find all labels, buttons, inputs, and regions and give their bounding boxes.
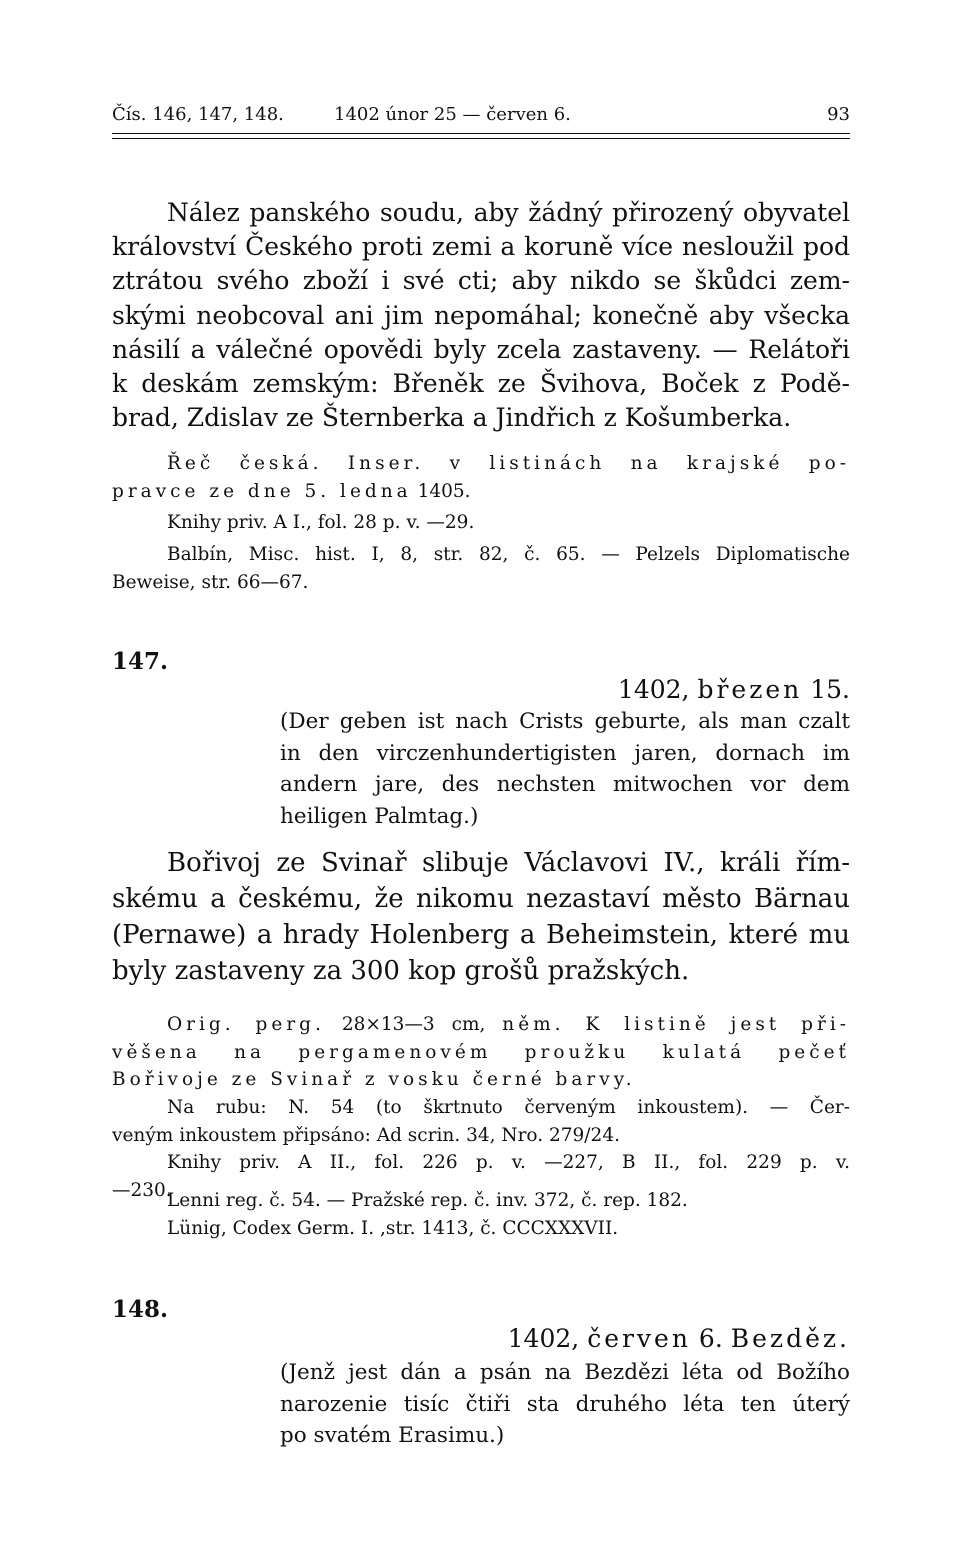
note-line: Lenni reg. č. 54. — Pražské rep. č. inv. 372, č. rep. 182. bbox=[167, 1190, 688, 1211]
note-line: Beweise, str. 66—67. bbox=[112, 571, 309, 593]
doc147-note-registers bbox=[112, 1187, 850, 1215]
preamble-line: (Jenž jest dán a psán na Bezdězi léta od Božího bbox=[280, 1360, 850, 1385]
doc147-note-literature bbox=[112, 1215, 850, 1243]
note-line: Knihy priv. A II., fol. 226 p. v. —227, B II., fol. 229 p. v. bbox=[167, 1152, 850, 1173]
doc146-note-language bbox=[112, 450, 850, 505]
note-line: veným inkoustem připsáno: Ad scrin. 34, Nro. 279/24. bbox=[112, 1124, 620, 1146]
summary-line: (Pernawe) a hrady Holenberg a Beheimstein, které mu bbox=[112, 920, 850, 950]
doc148-preamble bbox=[280, 1357, 850, 1452]
header-date-range: 1402 únor 25 — červen 6. bbox=[334, 104, 571, 125]
note-line: pravce ze dne 5. ledna bbox=[112, 480, 412, 502]
preamble-line: po svatém Erasimu.) bbox=[280, 1423, 505, 1448]
summary-line: násilí a válečné opovědi byly zcela zastaveny. — Relátoři bbox=[112, 334, 850, 364]
date-place: Bezděz. bbox=[730, 1324, 850, 1353]
doc147-number: 147. bbox=[112, 648, 169, 675]
header-rule-bottom bbox=[112, 138, 850, 139]
page-number: 93 bbox=[827, 104, 850, 125]
date-month: březen bbox=[697, 675, 803, 704]
date-day: 6. bbox=[698, 1324, 723, 1353]
preamble-line: in den virczenhundertigisten jaren, dornach im bbox=[280, 740, 850, 766]
note-line: —230. bbox=[112, 1179, 172, 1201]
summary-line: ztrátou svého zboží i své cti; aby nikdo se škůdci zem- bbox=[112, 266, 850, 296]
doc146-note-literature bbox=[112, 541, 850, 596]
date-day: 15. bbox=[810, 675, 850, 704]
note-measure: 28×13—3 cm, bbox=[341, 1014, 486, 1035]
summary-line: brad, Zdislav ze Šternberka a Jindřich z Košumberka. bbox=[112, 403, 792, 433]
header-rule-top bbox=[112, 133, 850, 134]
note-line: Balbín, Misc. hist. I, 8, str. 82, č. 65. — Pelzels Diplomatische bbox=[167, 544, 850, 565]
preamble-line: heiligen Palmtag.) bbox=[280, 803, 479, 829]
note-line: Orig. perg. bbox=[167, 1014, 325, 1035]
date-year: 1402, bbox=[507, 1324, 580, 1353]
summary-line: k deskám zemským: Břeněk ze Švihova, Boček z Podě- bbox=[112, 369, 850, 399]
summary-line: království Českého proti zemi a koruně více nesloužil pod bbox=[112, 232, 850, 262]
doc147-date bbox=[618, 675, 850, 704]
preamble-line: (Der geben ist nach Crists geburte, als man czalt bbox=[280, 709, 850, 734]
note-line: Řeč česká. Inser. v listinách na krajské po- bbox=[167, 453, 850, 474]
date-month: červen bbox=[587, 1324, 691, 1353]
doc148-date bbox=[508, 1324, 850, 1353]
doc147-preamble bbox=[280, 706, 850, 832]
note-year: 1405. bbox=[417, 480, 471, 502]
date-year: 1402, bbox=[617, 675, 690, 704]
note-line: Knihy priv. A I., fol. 28 p. v. —29. bbox=[167, 512, 475, 533]
note-line: věšena na pergamenovém proužku kulatá pečeť bbox=[112, 1041, 850, 1063]
summary-line: Nález panského soudu, aby žádný přirozený obyvatel bbox=[167, 198, 850, 227]
note-line: Na rubu: N. 54 (to škrtnuto červeným inkoustem). — Čer- bbox=[167, 1097, 850, 1118]
note-line: Bořivoje ze Svinař z vosku černé barvy. bbox=[112, 1069, 636, 1090]
note-line: Lünig, Codex Germ. I. ,str. 1413, č. CCCXXXVII. bbox=[167, 1218, 619, 1239]
summary-line: byly zastaveny za 300 kop grošů pražských. bbox=[112, 956, 690, 986]
doc146-summary bbox=[112, 196, 850, 435]
running-header bbox=[112, 104, 850, 128]
doc147-note-original bbox=[112, 1011, 850, 1094]
summary-line: skými neobcoval ani jim nepomáhal; konečně aby všecka bbox=[112, 300, 850, 330]
doc147-summary bbox=[112, 845, 850, 989]
summary-line: skému a českému, že nikomu nezastaví město Bärnau bbox=[112, 884, 850, 914]
note-line: něm. K listině jest při- bbox=[502, 1014, 850, 1035]
summary-line: Bořivoj ze Svinař slibuje Václavovi IV., králi řím- bbox=[167, 848, 850, 878]
header-document-numbers: Čís. 146, 147, 148. bbox=[112, 104, 284, 125]
preamble-line: narozenie tisíc čtiři sta druhého léta ten úterý bbox=[280, 1391, 850, 1417]
preamble-line: andern jare, des nechsten mitwochen vor dem bbox=[280, 772, 850, 797]
doc146-note-books bbox=[112, 509, 850, 537]
doc147-note-verso bbox=[112, 1094, 850, 1149]
doc148-number: 148. bbox=[112, 1296, 169, 1323]
